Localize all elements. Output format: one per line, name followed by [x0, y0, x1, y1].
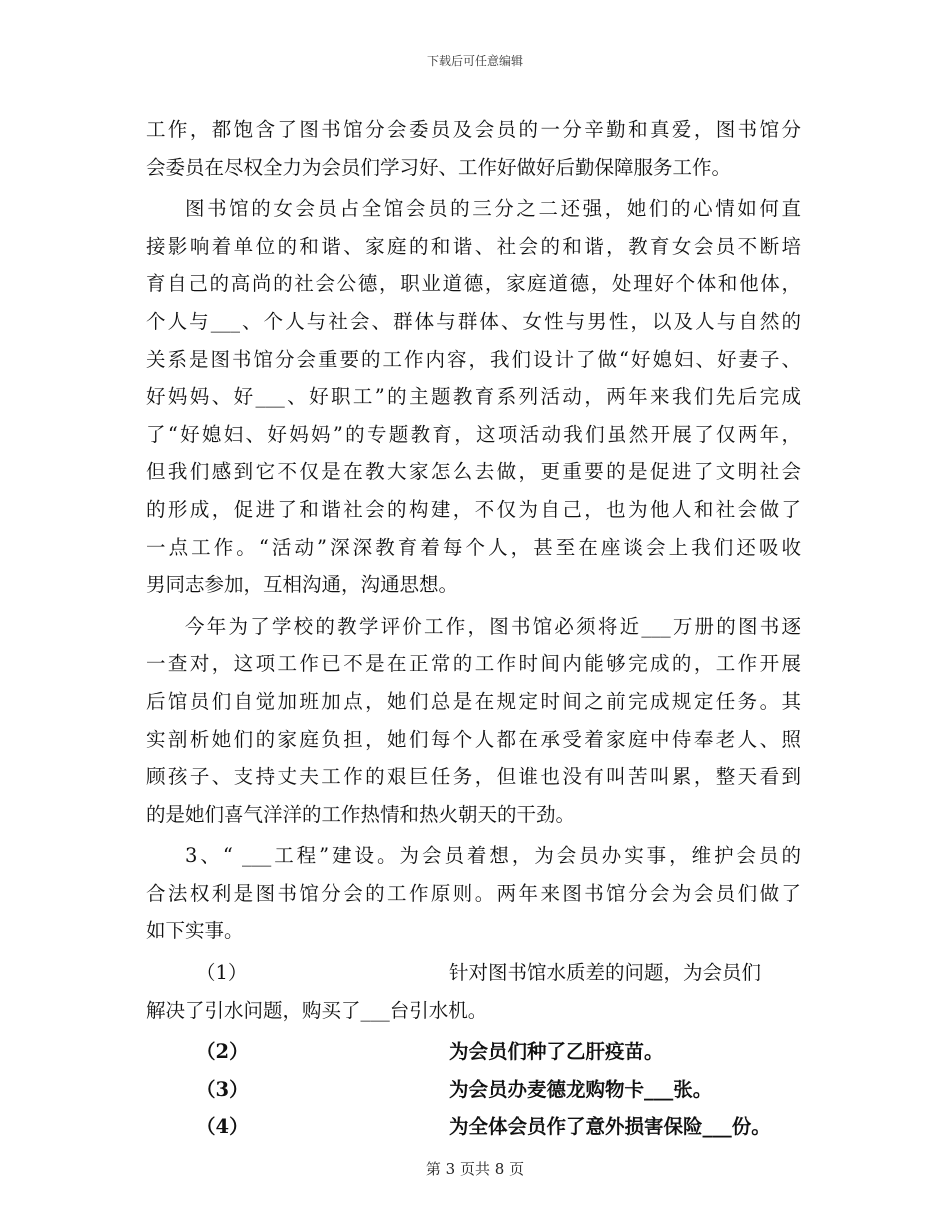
paragraph-line: 接影响着单位的和谐、家庭的和谐、社会的和谐，教育女会员不断培	[146, 234, 801, 258]
paragraph-line: 顾孩子、支持丈夫工作的艰巨任务，但谁也没有叫苦叫累，整天看到	[146, 765, 801, 789]
list-number: （4）	[196, 1115, 249, 1139]
paragraph-line: 男同志参加，互相沟通，沟通思想。	[146, 573, 459, 597]
list-number: （3）	[196, 1077, 249, 1101]
list-number: （2）	[196, 1040, 249, 1064]
paragraph-line: 的形成，促进了和谐社会的构建，不仅为自己，也为他人和社会做了	[146, 497, 801, 521]
document-body	[146, 111, 801, 1146]
list-number: （1）	[196, 961, 248, 985]
paragraph-line: 实剖析她们的家庭负担，她们每个人都在承受着家庭中侍奉老人、照	[146, 727, 801, 751]
page-header: 下载后可任意编辑	[426, 54, 523, 68]
list-item	[146, 1071, 801, 1109]
list-text: 为全体会员作了意外损害保险___份。	[449, 1115, 771, 1139]
paragraph-line: 工作，都饱含了图书馆分会委员及会员的一分辛勤和真爱，图书馆分	[146, 118, 801, 141]
paragraph-line: 关系是图书馆分会重要的工作内容，我们设计了做“好媳妇、好妻子、	[146, 347, 801, 371]
paragraph-line: 今年为了学校的教学评价工作，图书馆必须将近___万册的图书逐	[185, 614, 801, 638]
paragraph-line: 育自己的高尚的社会公德，职业道德，家庭道德，处理好个体和他体，	[146, 272, 801, 296]
list-item	[146, 1033, 801, 1071]
paragraph-line: 如下实事。	[146, 919, 244, 943]
paragraph-line: 好妈妈、好___、好职工”的主题教育系列活动，两年来我们先后完成	[146, 385, 801, 409]
paragraph-line: 会委员在尽权全力为会员们学习好、工作好做好后勤保障服务工作。	[146, 155, 732, 179]
list-item-continuation: 解决了引水问题，购买了___台引水机。	[146, 998, 488, 1022]
list-item	[146, 954, 801, 992]
paragraph-line: 合法权利是图书馆分会的工作原则。两年来图书馆分会为会员们做了	[146, 881, 801, 905]
paragraph-line: 的是她们喜气洋洋的工作热情和热火朝天的干劲。	[146, 802, 576, 826]
paragraph-line: 一查对，这项工作已不是在正常的工作时间内能够完成的，工作开展	[146, 652, 801, 676]
list-item	[146, 1108, 801, 1146]
paragraph-line: 3、“ ___工程”建设。为会员着想，为会员办实事，维护会员的	[185, 844, 801, 868]
page-footer: 第 3 页共 8 页	[425, 1160, 525, 1178]
paragraph-line: 一点工作。“活动”深深教育着每个人，甚至在座谈会上我们还吸收	[146, 535, 801, 559]
paragraph-line: 后馆员们自觉加班加点，她们总是在规定时间之前完成规定任务。其	[146, 689, 801, 713]
list-text: 为会员们种了乙肝疫苗。	[449, 1040, 664, 1064]
list-text: 针对图书馆水质差的问题，为会员们	[449, 961, 762, 985]
list-text: 为会员办麦德龙购物卡___张。	[449, 1077, 713, 1101]
paragraph-line: 了“好媳妇、好妈妈”的专题教育，这项活动我们虽然开展了仅两年，	[146, 422, 801, 446]
paragraph-line: 图书馆的女会员占全馆会员的三分之二还强，她们的心情如何直	[185, 197, 801, 221]
paragraph-line: 个人与___、个人与社会、群体与群体、女性与男性，以及人与自然的	[146, 309, 801, 333]
paragraph-line: 但我们感到它不仅是在教大家怎么去做，更重要的是促进了文明社会	[146, 460, 801, 484]
